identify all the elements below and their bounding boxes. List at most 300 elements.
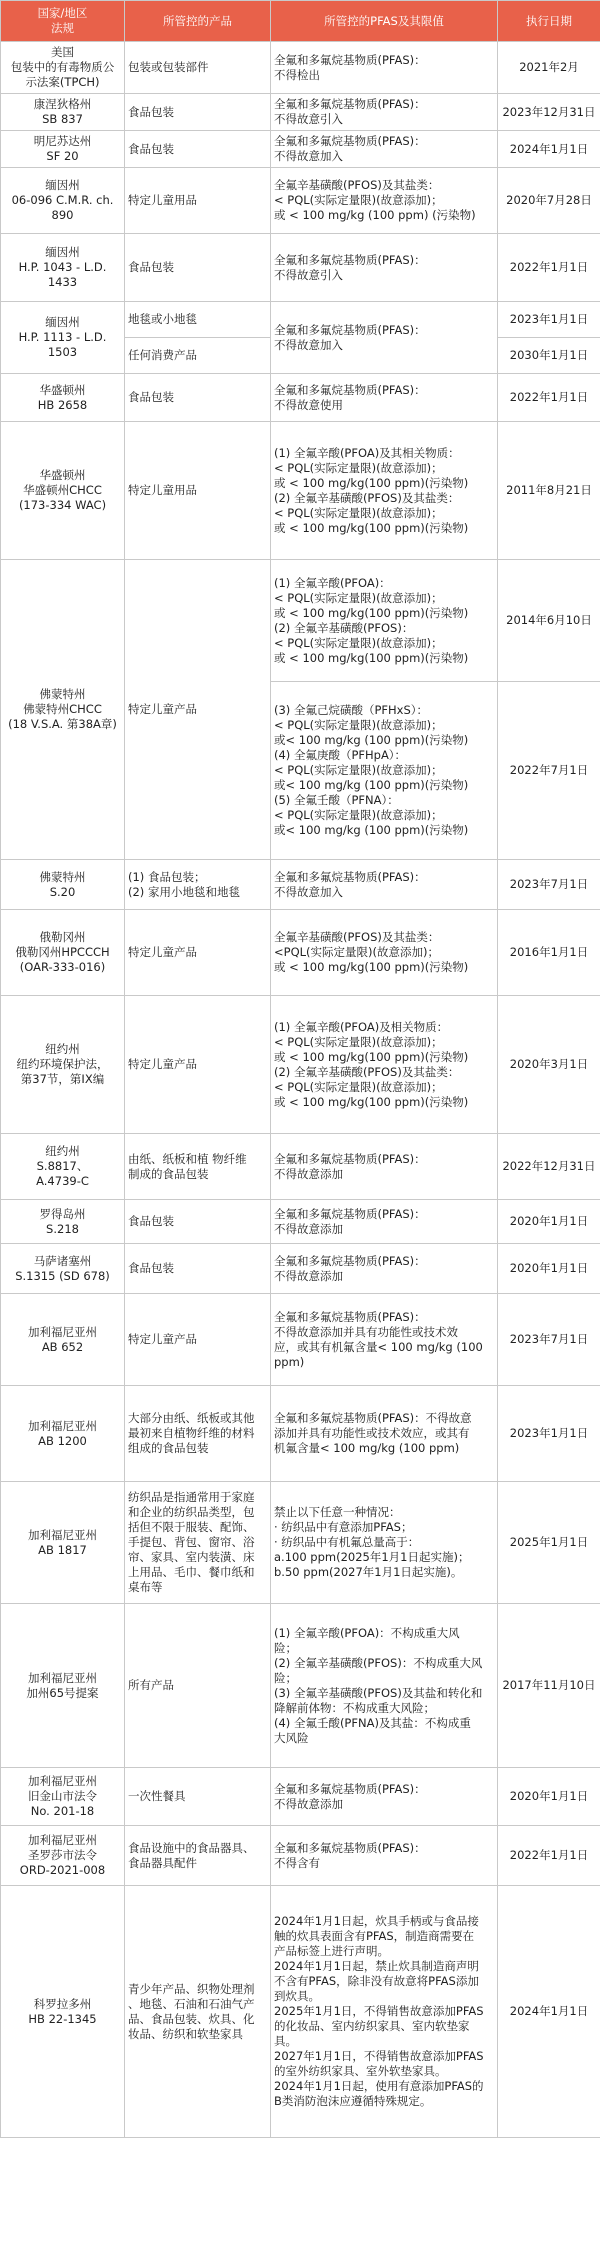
cell-text-line: 或 < 100 mg/kg(100 ppm)(污染物): [274, 520, 469, 535]
cell-text-line: 2023年1月1日: [509, 1426, 589, 1440]
cell-text-line: 加利福尼亚州: [28, 1774, 97, 1788]
header-limit: [271, 1, 498, 42]
cell-text-line: 美国: [51, 45, 74, 59]
limit-cell: [271, 1886, 498, 2138]
product-cell: [125, 234, 271, 302]
cell-text-line: 或 < 100 mg/kg(100 ppm)(污染物): [274, 1094, 469, 1109]
cell-text-line: (3) 全氟己烷磺酸（PFHxS）：: [274, 703, 428, 717]
cell-text-line: (OAR-333-016): [19, 960, 106, 974]
cell-text-line: 06-096 C.M.R. ch.: [11, 193, 114, 207]
cell-text-line: · 纺织品中有机氟总量高于：: [274, 1535, 420, 1549]
cell-text-line: 不得故意加入: [274, 884, 343, 899]
date-cell: [498, 1604, 600, 1768]
table-row: [1, 1482, 600, 1604]
cell-text-line: (18 V.S.A. 第38A章): [8, 717, 117, 731]
cell-text-line: 或 < 100 mg/kg(100 ppm)(污染物): [274, 605, 469, 620]
cell-text-line: 或 < 100 mg/kg(100 ppm)(污染物): [274, 1049, 469, 1064]
cell-text-line: 不得故意使用: [274, 397, 343, 412]
product-cell: [125, 1294, 271, 1386]
cell-text-line: 2022年12月31日: [502, 1159, 596, 1173]
cell-text-line: (1) 食品包装；: [128, 869, 206, 884]
cell-text-line: 全氟和多氟烷基物质(PFAS)：不得故意: [274, 1411, 472, 1425]
cell-text-line: 不得含有: [274, 1855, 320, 1870]
region-cell: [1, 1826, 125, 1886]
cell-text-line: 包装中的有毒物质公: [10, 60, 115, 74]
cell-text-line: 或 < 100 mg/kg(100 ppm)(污染物): [274, 960, 469, 974]
region-cell: [1, 168, 125, 234]
cell-text-line: 险；: [274, 1670, 297, 1685]
cell-text-line: B类消防泡沫应遵循特殊规定。: [274, 2094, 432, 2108]
cell-text-line: 品、食品包装、炊具、化: [128, 2011, 255, 2026]
cell-text-line: 2021年2月: [519, 60, 579, 74]
region-cell: [1, 302, 125, 374]
cell-text-line: 最初来自植物纤维的材料: [128, 1426, 255, 1440]
table-row: [1, 94, 600, 131]
cell-text-line: ppm): [274, 1354, 305, 1369]
cell-text-line: 机氟含量< 100 mg/kg (100 ppm): [274, 1441, 460, 1455]
cell-text-line: 890: [51, 208, 74, 222]
cell-text-line: 示法案(TPCH): [25, 75, 100, 89]
cell-text-line: (1) 全氟辛酸(PFOA)：不构成重大风: [274, 1625, 460, 1640]
cell-text-line: 特定儿童产品: [128, 1332, 197, 1346]
cell-text-line: 产品标签上进行声明。: [274, 1944, 389, 1958]
cell-text-line: 2020年1月1日: [509, 1789, 589, 1803]
region-cell: [1, 996, 125, 1134]
region-cell: [1, 94, 125, 131]
date-cell: [498, 94, 600, 131]
product-cell: [125, 1886, 271, 2138]
date-cell: [498, 860, 600, 910]
table-row: [1, 1244, 600, 1294]
cell-text-line: 加利福尼亚州: [28, 1324, 97, 1339]
cell-text-line: < PQL(实际定量限)(故意添加)；: [274, 460, 443, 475]
cell-text-line: 2014年6月10日: [506, 613, 592, 627]
date-cell: [498, 422, 600, 560]
date-cell: [498, 42, 600, 94]
cell-text-line: 全氟和多氟烷基物质(PFAS)：: [274, 869, 426, 884]
cell-text-line: 全氟和多氟烷基物质(PFAS)：: [274, 1151, 426, 1166]
cell-text-line: 不得故意添加: [274, 1796, 343, 1811]
cell-text-line: 包装或包装部件: [128, 60, 209, 74]
cell-text-line: < PQL(实际定量限)(故意添加)；: [274, 763, 443, 777]
region-cell: [1, 1604, 125, 1768]
cell-text-line: 或< 100 mg/kg (100 ppm)(污染物): [274, 778, 469, 792]
limit-cell: [271, 131, 498, 168]
cell-text-line: 2020年3月1日: [509, 1057, 589, 1071]
cell-text-line: (3) 全氟辛基磺酸(PFOS)及其盐和转化和: [274, 1685, 483, 1700]
cell-text-line: 不得故意添加: [274, 1221, 343, 1236]
cell-text-line: ORD-2021-008: [19, 1863, 106, 1877]
limit-cell: [271, 374, 498, 422]
limit-cell: [271, 1244, 498, 1294]
product-cell: [125, 560, 271, 860]
cell-text-line: (1) 全氟辛酸(PFOA)：: [274, 575, 391, 590]
date-cell: [498, 1200, 600, 1244]
cell-text-line: 不得检出: [274, 67, 320, 82]
cell-text-line: 圣罗莎市法令: [28, 1848, 97, 1862]
cell-text-line: 大风险: [274, 1730, 309, 1745]
product-cell: [125, 1826, 271, 1886]
region-cell: [1, 1134, 125, 1200]
cell-text-line: 全氟和多氟烷基物质(PFAS)：: [274, 1206, 426, 1221]
product-cell: [125, 42, 271, 94]
product-cell: [125, 1386, 271, 1482]
cell-text-line: 华盛顿州CHCC: [23, 483, 102, 497]
header-date: [498, 1, 600, 42]
cell-text-line: < PQL(实际定量限)(故意添加)；: [274, 808, 443, 822]
cell-text-line: A.4739-C: [36, 1174, 89, 1188]
cell-text-line: 或 < 100 mg/kg(100 ppm)(污染物): [274, 650, 469, 665]
cell-text-line: AB 652: [41, 1339, 84, 1354]
region-cell: [1, 1244, 125, 1294]
cell-text-line: 2030年1月1日: [509, 348, 589, 362]
cell-text-line: 全氟和多氟烷基物质(PFAS)：: [274, 97, 426, 111]
cell-text-line: 2023年12月31日: [502, 104, 596, 119]
cell-text-line: 禁止以下任意一种情况：: [274, 1505, 401, 1519]
date-cell: [498, 234, 600, 302]
product-cell: [125, 860, 271, 910]
cell-text-line: 险；: [274, 1640, 297, 1655]
cell-text-line: 不得故意添加: [274, 1166, 343, 1181]
cell-text-line: 2025年1月1日: [509, 1535, 589, 1549]
cell-text-line: 第37节，第IX编: [20, 1072, 105, 1086]
cell-text-line: 佛蒙特州CHCC: [23, 702, 102, 716]
product-cell: [125, 1134, 271, 1200]
cell-text-line: 科罗拉多州: [33, 1996, 92, 2011]
cell-text-line: 地毯或小地毯: [128, 312, 197, 326]
table-row: [1, 131, 600, 168]
cell-text-line: 2022年1月1日: [509, 260, 589, 274]
cell-text-line: 2024年1月1日: [509, 2004, 589, 2018]
cell-text-line: 法规: [51, 21, 74, 35]
cell-text-line: 所管控的产品: [163, 13, 232, 28]
cell-text-line: b.50 ppm(2027年1月1日起实施)。: [274, 1565, 463, 1579]
region-cell: [1, 1482, 125, 1604]
cell-text-line: S.8817、: [36, 1159, 89, 1173]
cell-text-line: 康涅狄格州: [33, 97, 92, 111]
cell-text-line: 缅因州: [45, 315, 80, 329]
region-cell: [1, 234, 125, 302]
cell-text-line: 上用品、毛巾、餐巾纸和: [128, 1565, 255, 1579]
region-cell: [1, 42, 125, 94]
product-cell: [125, 1482, 271, 1604]
table-row: [1, 1768, 600, 1826]
cell-text-line: 马萨诸塞州: [33, 1253, 92, 1268]
cell-text-line: 明尼苏达州: [33, 134, 92, 148]
cell-text-line: 桌布等: [128, 1580, 163, 1594]
cell-text-line: 食品包装: [128, 390, 174, 404]
cell-text-line: SB 837: [42, 112, 83, 126]
cell-text-line: 具。: [274, 2034, 297, 2048]
cell-text-line: (2) 全氟辛基磺酸(PFOS)：: [274, 620, 414, 635]
table-row: [1, 1386, 600, 1482]
date-cell: [498, 682, 600, 860]
region-cell: [1, 1768, 125, 1826]
cell-text-line: 纽约环境保护法，: [16, 1057, 109, 1071]
cell-text-line: (4) 全氟壬酸(PFNA)及其盐：不构成重: [274, 1715, 471, 1730]
cell-text-line: 全氟和多氟烷基物质(PFAS)：: [274, 134, 426, 148]
cell-text-line: (2) 家用小地毯和地毯: [128, 884, 240, 899]
cell-text-line: 任何消费产品: [128, 348, 197, 362]
cell-text-line: 全氟和多氟烷基物质(PFAS)：: [274, 322, 426, 337]
region-cell: [1, 1886, 125, 2138]
cell-text-line: 和企业的纺织品类型，包: [128, 1505, 255, 1519]
limit-cell: [271, 682, 498, 860]
cell-text-line: 青少年产品、织物处理剂: [128, 1981, 255, 1996]
date-cell: [498, 996, 600, 1134]
cell-text-line: 食品设施中的食品器具、: [128, 1840, 255, 1855]
cell-text-line: 加利福尼亚州: [28, 1418, 97, 1433]
region-cell: [1, 131, 125, 168]
cell-text-line: 全氟和多氟烷基物质(PFAS)：: [274, 382, 426, 397]
cell-text-line: 特定儿童产品: [128, 945, 197, 959]
cell-text-line: SF 20: [46, 149, 79, 163]
header-region: [1, 1, 125, 42]
cell-text-line: 触的炊具表面含有PFAS，制造商需要在: [274, 1929, 475, 1943]
cell-text-line: 国家/地区: [37, 6, 88, 20]
date-cell: [498, 168, 600, 234]
cell-text-line: 全氟和多氟烷基物质(PFAS)：: [274, 252, 426, 267]
cell-text-line: 全氟和多氟烷基物质(PFAS)：: [274, 1781, 426, 1796]
cell-text-line: 食品包装: [128, 260, 174, 274]
cell-text-line: H.P. 1113 - L.D.: [18, 330, 107, 344]
limit-cell: [271, 42, 498, 94]
table-row: [1, 860, 600, 910]
table-row: [1, 560, 600, 682]
cell-text-line: S.218: [46, 1221, 79, 1236]
cell-text-line: 2025年1月1日，不得销售故意添加PFAS: [274, 2004, 484, 2018]
cell-text-line: 全氟和多氟烷基物质(PFAS)：: [274, 1840, 426, 1855]
cell-text-line: a.100 ppm(2025年1月1日起实施)；: [274, 1550, 470, 1564]
cell-text-line: 2011年8月21日: [506, 483, 592, 497]
cell-text-line: 所有产品: [128, 1678, 174, 1692]
cell-text-line: 到炊具。: [274, 1989, 320, 2003]
cell-text-line: No. 201-18: [30, 1804, 95, 1818]
table-row: [1, 234, 600, 302]
cell-text-line: 添加并具有功能性或技术效应，或其有: [274, 1426, 470, 1440]
table-row: [1, 1826, 600, 1886]
date-cell: [498, 1134, 600, 1200]
cell-text-line: 不得故意添加并具有功能性或技术效: [274, 1324, 458, 1339]
cell-text-line: 不得故意加入: [274, 337, 343, 352]
cell-text-line: 食品包装: [128, 1261, 174, 1275]
header-product: [125, 1, 271, 42]
cell-text-line: 2022年7月1日: [509, 763, 589, 777]
table-row: [1, 1134, 600, 1200]
product-cell: [125, 996, 271, 1134]
cell-text-line: 、地毯、石油和石油气产: [128, 1996, 255, 2011]
cell-text-line: 的化妆品、室内纺织家具、室内软垫家: [274, 2019, 470, 2033]
cell-text-line: 华盛顿州: [39, 382, 86, 397]
cell-text-line: 佛蒙特州: [39, 869, 86, 884]
limit-cell: [271, 234, 498, 302]
product-cell: [125, 1768, 271, 1826]
date-cell: [498, 1482, 600, 1604]
table-header: [1, 1, 600, 42]
cell-text-line: 2016年1月1日: [509, 945, 589, 959]
cell-text-line: (5) 全氟壬酸（PFNA）：: [274, 793, 399, 807]
product-cell: [125, 302, 271, 338]
cell-text-line: 2023年7月1日: [509, 877, 589, 891]
limit-cell: [271, 168, 498, 234]
product-cell: [125, 910, 271, 996]
cell-text-line: (2) 全氟辛基磺酸(PFOS)及其盐类：: [274, 490, 460, 505]
limit-cell: [271, 560, 498, 682]
date-cell: [498, 910, 600, 996]
product-cell: [125, 131, 271, 168]
cell-text-line: AB 1200: [38, 1433, 87, 1448]
table-row: [1, 422, 600, 560]
cell-text-line: 俄勒冈州: [39, 930, 86, 944]
cell-text-line: 旧金山市法令: [28, 1789, 97, 1803]
cell-text-line: 不得故意加入: [274, 149, 343, 163]
region-cell: [1, 560, 125, 860]
header-row: [1, 1, 600, 42]
cell-text-line: 食品包装: [128, 141, 174, 156]
region-cell: [1, 1386, 125, 1482]
cell-text-line: 组成的食品包装: [128, 1441, 209, 1455]
cell-text-line: 不得故意引入: [274, 112, 343, 126]
date-cell: [498, 1244, 600, 1294]
cell-text-line: 俄勒冈州HPCCCH: [15, 945, 110, 959]
cell-text-line: 1433: [47, 275, 78, 289]
cell-text-line: 佛蒙特州: [39, 687, 86, 701]
date-cell: [498, 1768, 600, 1826]
cell-text-line: (1) 全氟辛酸(PFOA)及其相关物质：: [274, 445, 460, 460]
cell-text-line: 制成的食品包装: [128, 1166, 209, 1181]
cell-text-line: 加州65号提案: [26, 1685, 99, 1700]
limit-cell: [271, 910, 498, 996]
cell-text-line: 手提包、背包、窗帘、浴: [128, 1535, 255, 1549]
cell-text-line: 加利福尼亚州: [28, 1833, 97, 1847]
cell-text-line: 缅因州: [45, 245, 80, 259]
cell-text-line: (2) 全氟辛基磺酸(PFOS)：不构成重大风: [274, 1655, 483, 1670]
cell-text-line: 2024年1月1日起，炊具手柄或与食品接: [274, 1914, 479, 1928]
cell-text-line: (173-334 WAC): [18, 498, 107, 512]
cell-text-line: 或< 100 mg/kg (100 ppm)(污染物): [274, 823, 469, 837]
cell-text-line: < PQL(实际定量限)(故意添加)；: [274, 590, 443, 605]
cell-text-line: < PQL(实际定量限)(故意添加)；: [274, 1079, 443, 1094]
cell-text-line: S.20: [49, 884, 76, 899]
cell-text-line: (1) 全氟辛酸(PFOA)及相关物质：: [274, 1019, 449, 1034]
cell-text-line: HB 22-1345: [28, 2011, 97, 2026]
cell-text-line: 降解前体物：不构成重大风险；: [274, 1700, 435, 1715]
table-row: [1, 1886, 600, 2138]
cell-text-line: 2024年1月1日: [509, 141, 589, 156]
cell-text-line: < PQL(实际定量限)(故意添加)；: [274, 635, 443, 650]
cell-text-line: 罗得岛州: [39, 1206, 86, 1221]
cell-text-line: 执行日期: [526, 13, 572, 28]
cell-text-line: 全氟和多氟烷基物质(PFAS)：: [274, 1309, 426, 1324]
table-row: [1, 910, 600, 996]
date-cell: [498, 302, 600, 338]
limit-cell: [271, 1604, 498, 1768]
cell-text-line: 不含有PFAS，除非没有故意将PFAS添加: [274, 1974, 479, 1988]
cell-text-line: 特定儿童产品: [128, 1057, 197, 1071]
limit-cell: [271, 860, 498, 910]
product-cell: [125, 168, 271, 234]
cell-text-line: 2022年1月1日: [509, 390, 589, 404]
date-cell: [498, 560, 600, 682]
cell-text-line: 食品器具配件: [128, 1855, 197, 1870]
cell-text-line: <PQL(实际定量限)(故意添加)；: [274, 945, 439, 959]
date-cell: [498, 374, 600, 422]
cell-text-line: 或< 100 mg/kg (100 ppm)(污染物): [274, 733, 469, 747]
cell-text-line: 食品包装: [128, 104, 174, 119]
cell-text-line: 不得故意引入: [274, 267, 343, 282]
product-cell: [125, 1200, 271, 1244]
cell-text-line: 2023年1月1日: [509, 312, 589, 326]
limit-cell: [271, 1482, 498, 1604]
limit-cell: [271, 94, 498, 131]
cell-text-line: 全氟和多氟烷基物质(PFAS)：: [274, 1253, 426, 1268]
table-row: [1, 168, 600, 234]
cell-text-line: 加利福尼亚州: [28, 1527, 97, 1542]
cell-text-line: 由纸、纸板和植 物纤维: [128, 1151, 247, 1166]
limit-cell: [271, 1134, 498, 1200]
date-cell: [498, 131, 600, 168]
region-cell: [1, 1200, 125, 1244]
date-cell: [498, 1386, 600, 1482]
cell-text-line: 2022年1月1日: [509, 1848, 589, 1862]
cell-text-line: (2) 全氟辛基磺酸(PFOS)及其盐类：: [274, 1064, 460, 1079]
cell-text-line: 不得故意添加: [274, 1268, 343, 1283]
cell-text-line: 2024年1月1日起，禁止炊具制造商声明: [274, 1959, 479, 1973]
cell-text-line: 缅因州: [45, 178, 80, 192]
cell-text-line: HB 2658: [37, 397, 88, 412]
table-row: [1, 1200, 600, 1244]
cell-text-line: 2020年1月1日: [509, 1261, 589, 1275]
limit-cell: [271, 1826, 498, 1886]
region-cell: [1, 860, 125, 910]
cell-text-line: 加利福尼亚州: [28, 1670, 97, 1685]
cell-text-line: 食品包装: [128, 1214, 174, 1228]
table-row: [1, 42, 600, 94]
cell-text-line: S.1315 (SD 678): [15, 1268, 110, 1283]
product-cell: [125, 1244, 271, 1294]
cell-text-line: (4) 全氟庚酸（PFHpA）：: [274, 748, 407, 762]
cell-text-line: AB 1817: [38, 1542, 87, 1557]
limit-cell: [271, 1386, 498, 1482]
cell-text-line: 所管控的PFAS及其限值: [324, 13, 444, 28]
table-row: [1, 302, 600, 338]
limit-cell: [271, 302, 498, 374]
cell-text-line: 2017年11月10日: [502, 1678, 596, 1692]
cell-text-line: 括但不限于服装、配饰、: [128, 1520, 255, 1534]
cell-text-line: 或 < 100 mg/kg (100 ppm) (污染物): [274, 208, 476, 222]
product-cell: [125, 94, 271, 131]
table-row: [1, 374, 600, 422]
cell-text-line: 大部分由纸、纸板或其他: [128, 1411, 255, 1425]
date-cell: [498, 338, 600, 374]
cell-text-line: < PQL(实际定量限)(故意添加)；: [274, 1034, 443, 1049]
cell-text-line: 华盛顿州: [39, 468, 86, 482]
region-cell: [1, 422, 125, 560]
product-cell: [125, 1604, 271, 1768]
product-cell: [125, 338, 271, 374]
cell-text-line: 妆品、纺织和软垫家具: [128, 2026, 243, 2041]
cell-text-line: 应，或其有机氟含量< 100 mg/kg (100: [274, 1339, 483, 1354]
cell-text-line: 2023年7月1日: [509, 1332, 589, 1346]
cell-text-line: · 纺织品中有意添加PFAS；: [274, 1520, 413, 1534]
limit-cell: [271, 1200, 498, 1244]
cell-text-line: 纽约州: [45, 1144, 80, 1158]
table-row: [1, 1294, 600, 1386]
cell-text-line: 或 < 100 mg/kg(100 ppm)(污染物): [274, 475, 469, 490]
cell-text-line: 一次性餐具: [128, 1789, 186, 1803]
limit-cell: [271, 1294, 498, 1386]
cell-text-line: 全氟辛基磺酸(PFOS)及其盐类：: [274, 930, 440, 944]
